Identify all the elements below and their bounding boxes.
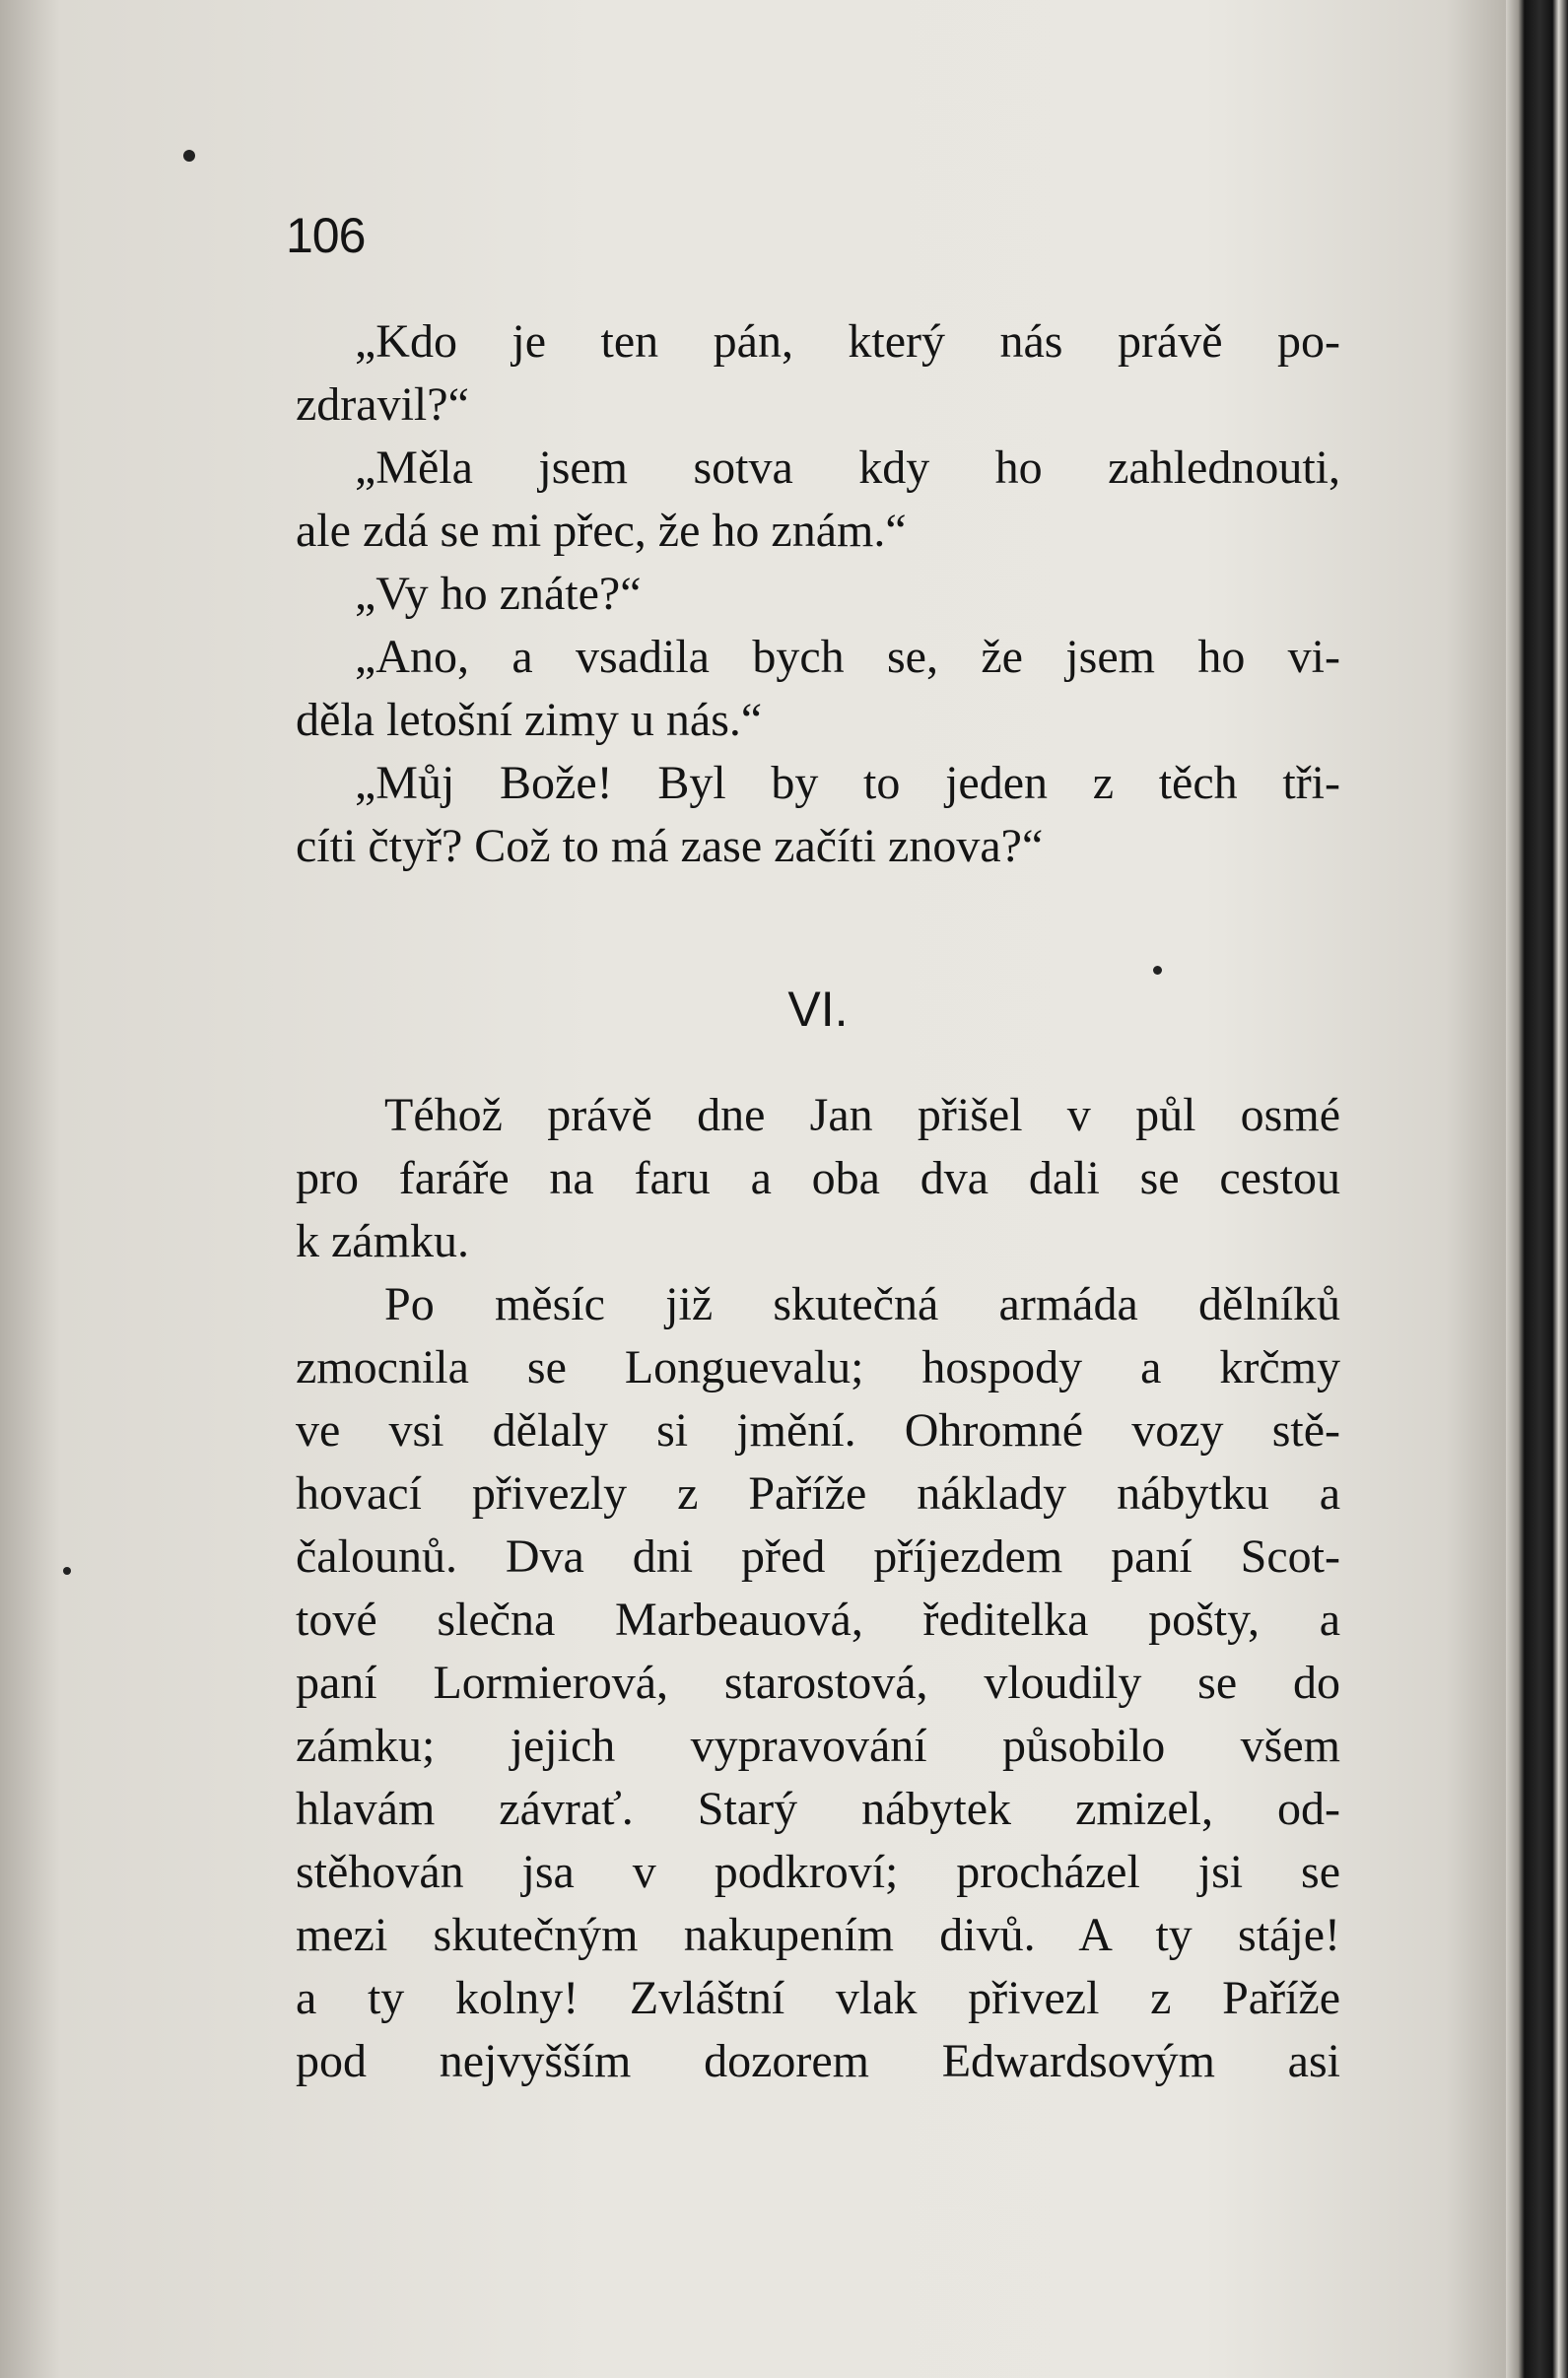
dialogue-line: zdravil?“ (296, 378, 469, 431)
paragraph-line: hlavám závrať. Starý nábytek zmizel, od- (296, 1783, 1340, 1835)
paragraph-line: čalounů. Dva dni před příjezdem paní Scot- (296, 1530, 1340, 1583)
ink-speck (63, 1567, 71, 1575)
paragraph-line: Po měsíc již skutečná armáda dělníků (384, 1278, 1340, 1330)
page-number: 106 (286, 208, 366, 263)
dialogue-line: „Ano, a vsadila bych se, že jsem ho vi- (355, 631, 1340, 683)
dialogue-line: „Můj Bože! Byl by to jeden z těch tři- (355, 757, 1340, 809)
paragraph-line: a ty kolny! Zvláštní vlak přivezl z Paříže (296, 1972, 1340, 2024)
paragraph-line: Téhož právě dne Jan přišel v půl osmé (384, 1089, 1340, 1141)
chapter-heading: VI. (787, 982, 849, 1037)
paragraph-line: ve vsi dělaly si jmění. Ohromné vozy stě- (296, 1404, 1340, 1457)
paragraph-line: hovací přivezly z Paříže náklady nábytku a (296, 1467, 1340, 1520)
ink-speck (183, 150, 195, 162)
dialogue-line: ale zdá se mi přec, že ho znám.“ (296, 505, 907, 557)
paragraph-line: zmocnila se Longuevalu; hospody a krčmy (296, 1341, 1340, 1393)
paragraph-line: stěhován jsa v podkroví; procházel jsi se (296, 1846, 1340, 1898)
paragraph-line: tové slečna Marbeauová, ředitelka pošty, a (296, 1594, 1340, 1646)
ink-speck (1153, 966, 1162, 975)
dialogue-line: „Kdo je ten pán, který nás právě po- (355, 315, 1340, 368)
dialogue-line: „Měla jsem sotva kdy ho zahlednouti, (355, 442, 1340, 494)
paragraph-line: paní Lormierová, starostová, vloudily se do (296, 1657, 1340, 1709)
dialogue-line: cíti čtyř? Což to má zase začíti znova?“ (296, 820, 1044, 872)
dialogue-line: děla letošní zimy u nás.“ (296, 694, 763, 746)
paragraph-line: pro faráře na faru a oba dva dali se cestou (296, 1152, 1340, 1204)
page-edge-shadow (1506, 0, 1568, 2378)
paragraph-line: k zámku. (296, 1215, 469, 1267)
dialogue-line: „Vy ho znáte?“ (355, 568, 642, 620)
paragraph-line: mezi skutečným nakupením divů. A ty stáje! (296, 1909, 1340, 1961)
paragraph-line: zámku; jejich vypravování působilo všem (296, 1720, 1340, 1772)
paragraph-line: pod nejvyšším dozorem Edwardsovým asi (296, 2035, 1340, 2087)
